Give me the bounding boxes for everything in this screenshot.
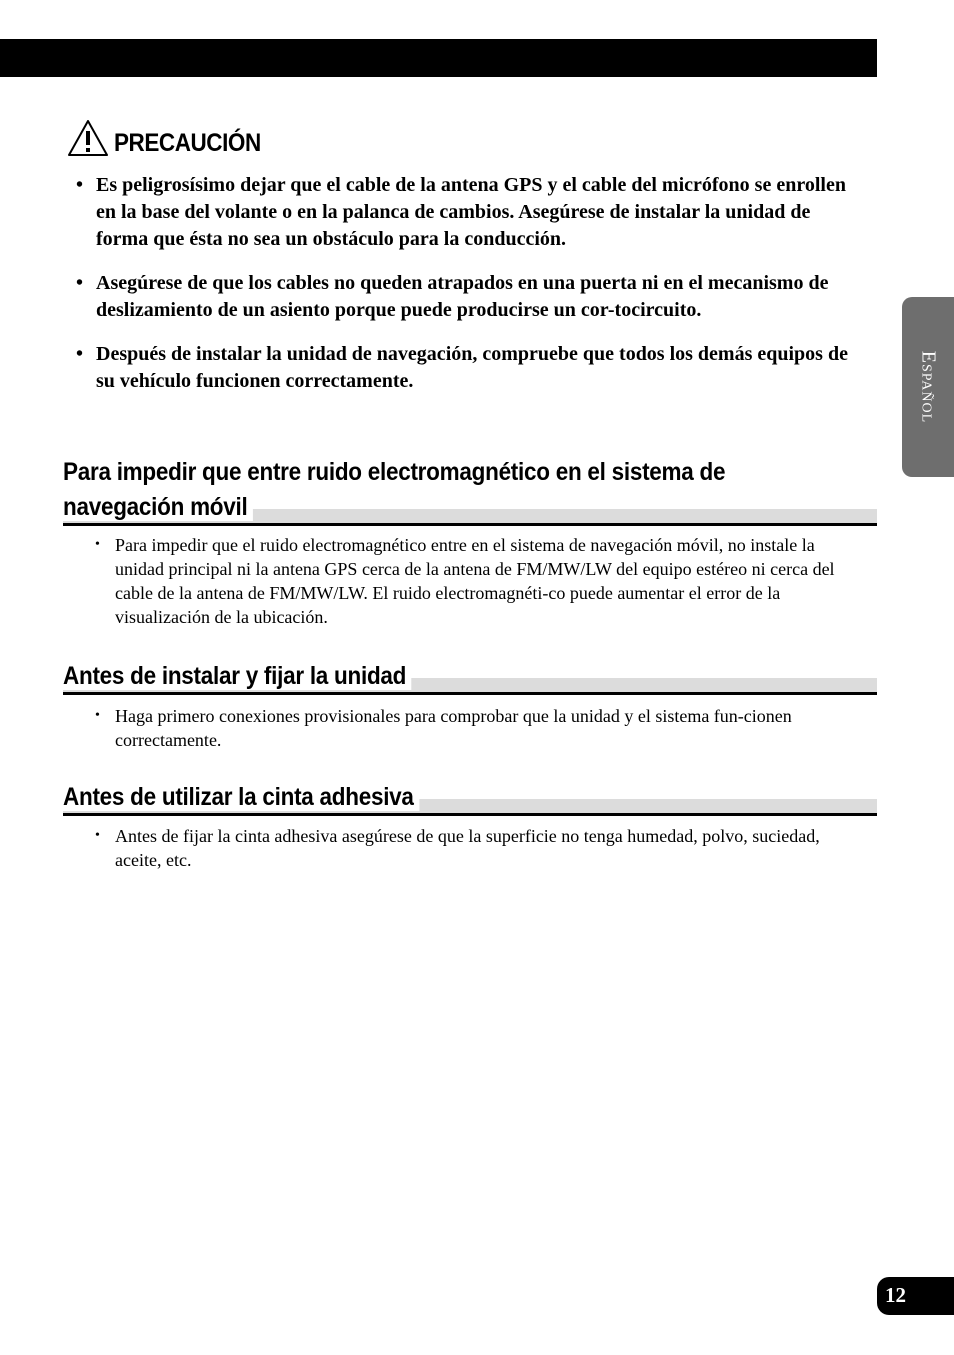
warning-triangle-icon	[66, 118, 110, 158]
section-before-install	[63, 659, 877, 752]
caution-list	[76, 172, 856, 412]
bullet: •	[76, 272, 84, 294]
bullet: •	[95, 708, 100, 723]
section-title-line: navegación móvil	[63, 493, 253, 521]
section-body	[63, 533, 835, 629]
language-tab	[902, 297, 954, 477]
page-number-badge	[877, 1277, 954, 1315]
caution-text: Es peligrosísimo dejar que el cable de la antena GPS y el cable del micrófono se enrollen en la base del volante o en la palanca de cambios. Asegúrese de instalar la unidad de forma que ésta no sea un obstáculo para la conducción.	[96, 174, 846, 250]
caution-item	[76, 341, 856, 395]
section-title-line: Para impedir que entre ruido electromagnético en el sistema de	[63, 458, 726, 486]
caution-title: PRECAUCIÓN	[114, 129, 261, 157]
section-noise	[63, 455, 877, 629]
caution-text: Asegúrese de que los cables no queden atrapados en una puerta ni en el mecanismo de deslizamiento de un asiento porque puede producirse un cor-tocircuito.	[96, 272, 829, 321]
section-text: Antes de fijar la cinta adhesiva asegúrese de que la superficie no tenga humedad, polvo, suciedad, aceite, etc.	[115, 826, 820, 870]
bullet: •	[95, 537, 100, 552]
section-title	[63, 659, 876, 694]
section-text: Haga primero conexiones provisionales para comprobar que la unidad y el sistema fun-cionen correctamente.	[115, 706, 792, 750]
section-title-text: Antes de utilizar la cinta adhesiva	[63, 783, 419, 811]
section-title-text: Antes de instalar y fijar la unidad	[63, 662, 412, 690]
language-tab-label: Español	[917, 350, 940, 424]
header-bar	[0, 39, 877, 77]
section-body	[63, 704, 835, 752]
caution-item	[76, 172, 856, 253]
bullet: •	[76, 343, 84, 365]
caution-text: Después de instalar la unidad de navegación, compruebe que todos los demás equipos de su vehículo funcionen correctamente.	[96, 343, 848, 392]
bullet: •	[95, 828, 100, 843]
section-adhesive-tape	[63, 780, 877, 872]
caution-item	[76, 270, 856, 324]
page-number: 12	[885, 1283, 906, 1307]
section-text: Para impedir que el ruido electromagnético entre en el sistema de navegación móvil, no instale la unidad principal ni la antena GPS cerca de la antena de FM/MW/LW del equipo estéreo ni cerca del cable de la antena de FM/MW/LW. El ruido electromagnéti-co puede aumentar el error de la visualización de la ubicación.	[115, 535, 835, 627]
section-title	[63, 455, 876, 525]
section-title	[63, 780, 876, 815]
bullet: •	[76, 174, 84, 196]
section-body	[63, 824, 835, 872]
